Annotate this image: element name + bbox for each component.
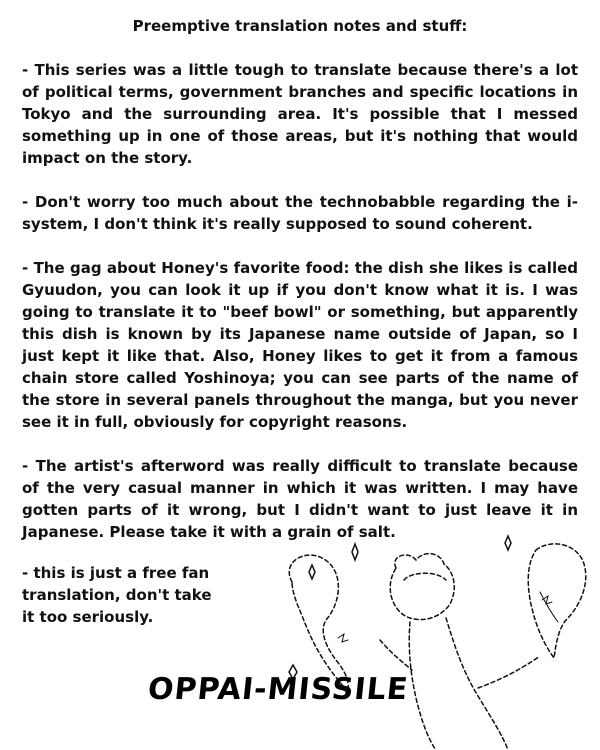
- oppai-missile-logo: OPPAI-MISSILE: [146, 672, 411, 707]
- character-body: [409, 622, 436, 750]
- sparkle-icon: [352, 544, 358, 560]
- sparkle-icon: [309, 565, 315, 579]
- closing-note: - this is just a free fan translation, don't take it too seriously.: [22, 564, 212, 626]
- note-paragraph-afterword: - The artist's afterword was really difficult to translate because of the very casual manner in which it was written. I may have gotten parts of it wrong, but I didn't want to just leave it in Japanese. Please take it with a grain of salt.: [22, 457, 578, 541]
- note-paragraph-political-terms: - This series was a little tough to translate because there's a lot of political terms, government branches and specific locations in Tokyo and the surrounding area. It's possible that I messed something up in one of those areas, but it's nothing that would impact on the story.: [22, 61, 578, 167]
- character-head: [390, 554, 454, 620]
- note-paragraph-gyuudon: - The gag about Honey's favorite food: the dish she likes is called Gyuudon, you can look it up if you don't know what it is. I was going to translate it to "beef bowl" or something, but apparently this dish is known by its Japanese name outside of Japan, so I just kept it like that. Also, Honey likes to get it from a famous chain store called Yoshinoya; you can see parts of the name of the store in several panels throughout the manga, but you never see it in full, obviously for copyright reasons.: [22, 259, 578, 431]
- note-paragraph-technobabble: - Don't worry too much about the technobabble regarding the i-system, I don't think it's really supposed to sound coherent.: [22, 193, 578, 233]
- sparkle-icon: [505, 536, 511, 550]
- page-title: Preemptive translation notes and stuff:: [132, 17, 468, 35]
- missile-right-icon: [528, 544, 586, 658]
- dashed-character-doodle: [240, 520, 600, 750]
